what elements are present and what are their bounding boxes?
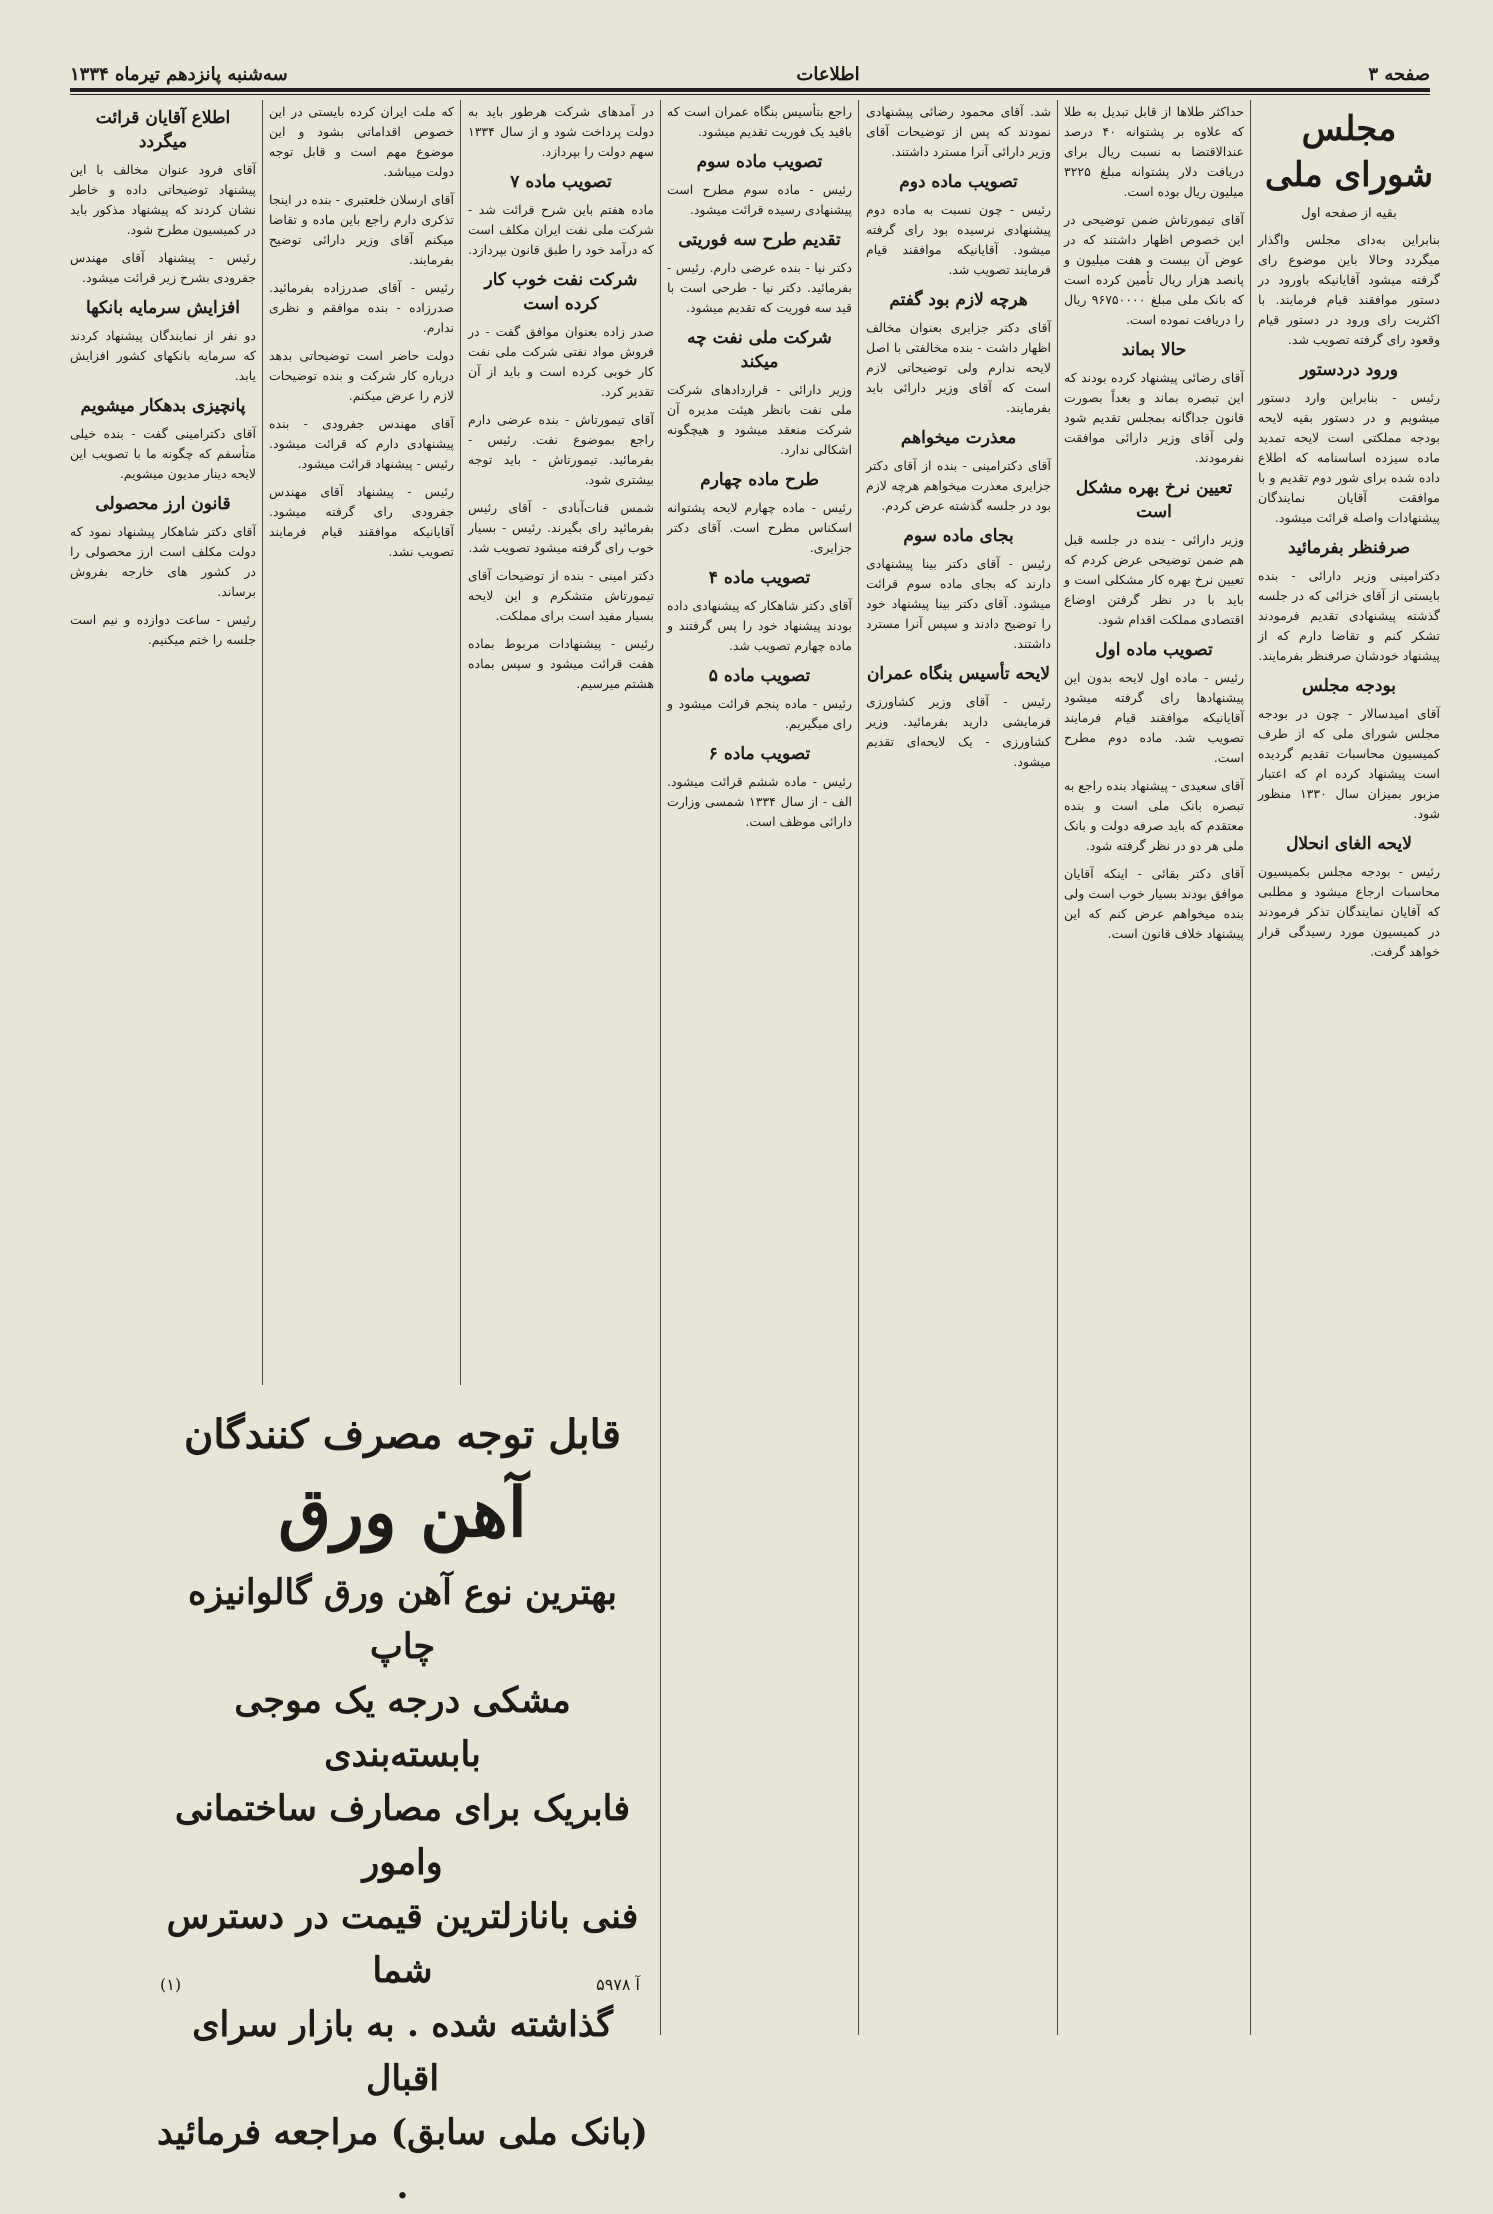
article-paragraph: آقای سعیدی - پیشنهاد بنده راجع به تبصره بانک ملی است و بنده معتقدم که باید صرفه دولت و بانک ملی هر دو در نظر گرفته شود.	[1064, 778, 1244, 853]
article-paragraph: آقای دکتر شاهکار که پیشنهادی داده بودند پیشنهاد خود را پس گرفتند و ماده چهارم تصویب شد.	[667, 598, 852, 653]
column-1	[1258, 102, 1440, 2032]
ad-product: آهن ورق	[278, 1473, 527, 1553]
masthead-rule	[70, 88, 1430, 92]
article-paragraph: آقای امیدسالار - چون در بودجه مجلس شورای ملی که از طرف کمیسیون محاسبات تقدیم گردیده است پیشنهاد کرده ام که اعتبار مزبور بمیزان سال ۱۳۳۰ منظور شود.	[1258, 706, 1440, 821]
paper-name: اطلاعات	[796, 63, 860, 85]
column-7	[70, 102, 256, 1382]
article-paragraph: آقای دکترامینی گفت - بنده خیلی متأسفم که چگونه ما با تصویب این لایحه دینار مدیون میشویم.	[70, 426, 256, 481]
article-paragraph: رئیس - ماده ششم قرائت میشود. الف - از سال ۱۳۳۴ شمسی وزارت دارائی موظف است.	[667, 774, 852, 829]
column-5	[468, 102, 654, 1382]
article-paragraph: دکترامینی وزیر دارائی - بنده بایستی از آقای خزائی که در جلسه گذشته پیشنهادی تقدیم فرمودند تشکر کنم و تقاضا دارم که از پیشنهاد خودشان صرفنظر بفرمایند.	[1258, 568, 1440, 663]
section-heading: بودجه مجلس	[1301, 676, 1396, 696]
column-3	[866, 102, 1051, 2032]
section-heading: لایحه الغای انحلال	[1286, 834, 1412, 854]
article-paragraph: رئیس - ساعت دوازده و نیم است جلسه را ختم میکنیم.	[70, 612, 256, 647]
main-headline: مجلس شورای ملی	[1264, 109, 1434, 195]
masthead-rule-thin	[70, 94, 1430, 95]
article-paragraph: رئیس - بودجه مجلس بکمیسیون محاسبات ارجاع میشود و مطلبی که آقایان نمایندگان تذکر فرمودند در کمیسیون مورد رسیدگی قرار خواهد گرفت.	[1258, 864, 1440, 959]
article-paragraph: آقای فرود عنوان مخالف با این پیشنهاد توضیحاتی داده و خاطر نشان کردند که پیشنهاد مذکور باید در کمیسیون مطرح شود.	[70, 162, 256, 237]
section-heading: قانون ارز محصولی	[95, 494, 231, 514]
section-heading: تصویب ماده ۶	[708, 744, 811, 764]
article-paragraph: آقای مهندس جفرودی - بنده پیشنهادی دارم که قرائت میشود. رئیس - پیشنهاد قرائت میشود.	[269, 416, 454, 471]
article-paragraph: که ملت ایران کرده بایستی در این خصوص اقداماتی بشود و این موضوع مهم است و قابل توجه دولت میباشد.	[269, 104, 454, 179]
section-heading: تصویب ماده ۵	[708, 666, 811, 686]
article-paragraph: آقای دکتر بقائی - اینکه آقایان موافق بودند بسیار خوب است ولی بنده میخواهم عرض کنم که این پیشنهاد خلاف قانون است.	[1064, 866, 1244, 941]
article-paragraph: دو نفر از نمایندگان پیشنهاد کردند که سرمایه بانکهای کشور افزایش یابد.	[70, 328, 256, 383]
section-heading: معذرت میخواهم	[900, 428, 1017, 448]
article-paragraph: دکتر نیا - بنده عرضی دارم. رئیس - بفرمائید. دکتر نیا - طرحی است با قید سه فوریت که تقدیم میشود.	[667, 260, 852, 315]
article-paragraph: شد. آقای محمود رضائی پیشنهادی نمودند که پس از توضیحات آقای وزیر دارائی آنرا مسترد داشتند.	[866, 104, 1051, 159]
ad-line: بهترین نوع آهن ورق گالوانیزه چاپ	[187, 1572, 618, 1667]
ad-line: گذاشته شده . به بازار سرای اقبال	[192, 2004, 613, 2099]
article-paragraph: وزیر دارائی - بنده در جلسه قبل هم ضمن توضیحی عرض کردم که تعیین نرخ بهره کار مشکلی است و باید با در نظر گرفتن اوضاع اقتصادی مملکت اقدام شود.	[1064, 532, 1244, 627]
section-heading: تصویب ماده ۷	[510, 172, 612, 192]
column-divider	[858, 100, 859, 2035]
column-divider	[460, 100, 461, 1385]
ad-code: آ ۵۹۷۸	[596, 1975, 640, 1994]
section-heading: تصویب ماده سوم	[696, 152, 823, 172]
section-heading: شرکت ملی نفت چه میکند	[687, 328, 832, 372]
section-heading: تقدیم طرح سه فوریتی	[678, 230, 841, 250]
section-heading: شرکت نفت خوب کار کرده است	[484, 270, 638, 314]
ad-reference	[160, 1975, 640, 1994]
article-paragraph: آقای تیمورتاش - بنده عرضی دارم راجع بموضوع نفت. رئیس - بفرمائید. تیمورتاش - باید توجه بیشتری شود.	[468, 412, 654, 487]
advertisement	[150, 1402, 655, 2207]
article-paragraph: راجع بتأسیس بنگاه عمران است که باقید یک فوریت تقدیم میشود.	[667, 104, 852, 139]
column-divider	[660, 100, 661, 2035]
column-4	[667, 102, 852, 2032]
masthead	[70, 62, 1430, 86]
section-heading: لایحه تأسیس بنگاه عمران	[866, 664, 1051, 684]
article-paragraph: آقای رضائی پیشنهاد کرده بودند که این تبصره بماند و بعداً بصورت قانون جداگانه بمجلس تقدیم شود ولی آقای وزیر دارائی موافقت نفرمودند.	[1064, 370, 1244, 465]
article-paragraph: ماده هفتم باین شرح قرائت شد - شرکت ملی نفت ایران مکلف است که درآمد خود را طبق قانون بپردازد.	[468, 202, 654, 257]
article-paragraph: رئیس - چون نسبت به ماده دوم پیشنهادی نرسیده بود رای گرفته میشود. آقایانیکه موافقند قیام فرمایند تصویب شد.	[866, 202, 1051, 277]
article-paragraph: رئیس - ماده اول لایحه بدون این پیشنهادها رای گرفته میشود آقایانیکه موافقند قیام فرمایند تصویب شد. ماده دوم مطرح است.	[1064, 670, 1244, 765]
article-paragraph: آقای دکترامینی - بنده از آقای دکتر جزایری معذرت میخواهم هرچه لازم بود در جلسه گذشته عرض کردم.	[866, 458, 1051, 513]
section-heading: بجای ماده سوم	[903, 526, 1014, 546]
continued-label: بقیه از صفحه اول	[1301, 206, 1397, 221]
ad-line: فنی بانازلترین قیمت در دسترس شما	[166, 1896, 639, 1991]
section-heading: تصویب ماده اول	[1095, 640, 1213, 660]
section-heading: هرچه لازم بود گفتم	[889, 290, 1028, 310]
ad-line: (بانک ملی سابق) مراجعه فرمائید .	[157, 2112, 648, 2207]
article-paragraph: آقای دکتر جزایری بعنوان مخالف اظهار داشت - بنده مخالفتی با اصل لایحه ندارم ولی توضیحاتی لازم است که آقای وزیر دارائی باید بفرمایند.	[866, 320, 1051, 415]
article-paragraph: رئیس - پیشنهاد آقای مهندس جفرودی رای گرفته میشود. آقایانیکه موافقند قیام فرمایند تصویب نشد.	[269, 484, 454, 559]
ad-line: فابریک برای مصارف ساختمانی وامور	[174, 1788, 631, 1883]
article-paragraph: آقای ارسلان خلعتبری - بنده در اینجا تذکری دارم راجع باین ماده و تقاضا میکنم آقای وزیر دارائی توضیح بفرمایند.	[269, 192, 454, 267]
article-paragraph: رئیس - ماده سوم مطرح است پیشنهادی رسیده قرائت میشود.	[667, 182, 852, 217]
section-heading: ورود دردستور	[1300, 360, 1398, 380]
article-paragraph: رئیس - پیشنهاد آقای مهندس جفرودی بشرح زیر قرائت میشود.	[70, 250, 256, 285]
article-paragraph: رئیس - ماده پنجم قرائت میشود و رای میگیریم.	[667, 696, 852, 731]
ad-title: قابل توجه مصرف کنندگان	[184, 1411, 621, 1458]
article-paragraph: بنابراین به‌دای مجلس واگذار میگردد وحالا باین موضوع رای گرفته میشود آقایانیکه باورود در دستور موافقند قیام فرمایند. با اکثریت رای ورود در دستور قیام وقعود رای گرفته تصویب شد.	[1258, 232, 1440, 347]
article-paragraph: آقای دکتر شاهکار پیشنهاد نمود که دولت مکلف است ارز محصولی را در کشور های خارجه بفروش برساند.	[70, 524, 256, 599]
ad-number: (۱)	[160, 1975, 182, 1994]
column-2	[1064, 102, 1244, 2032]
section-heading: تصویب ماده دوم	[899, 172, 1018, 192]
section-heading: پانچیزی بدهکار میشویم	[80, 396, 246, 416]
issue-date: سه‌شنبه پانزدهم تیرماه ۱۳۳۴	[70, 63, 288, 85]
section-heading: افزایش سرمایه بانکها	[86, 298, 240, 318]
column-divider	[1250, 100, 1251, 2035]
article-paragraph: در آمدهای شرکت هرطور باید به دولت پرداخت شود و از سال ۱۳۳۴ سهم دولت را بپردازد.	[468, 104, 654, 159]
article-paragraph: صدر زاده بعنوان موافق گفت - در فروش مواد نفتی شرکت ملی نفت کار خوبی کرده است و باید از آن تقدیر کرد.	[468, 324, 654, 399]
section-heading: حالا بماند	[1121, 340, 1187, 360]
section-heading: اطلاع آقایان قرائت میگردد	[95, 108, 231, 152]
section-heading: تعیین نرخ بهره مشکل است	[1075, 478, 1233, 522]
section-heading: تصویب ماده ۴	[708, 568, 811, 588]
article-paragraph: دکتر امینی - بنده از توضیحات آقای تیمورتاش متشکرم و این لایحه بسیار مفید است برای مملکت.	[468, 568, 654, 623]
article-paragraph: شمس قنات‌آبادی - آقای رئیس بفرمائید رای بگیرند. رئیس - بسیار خوب رای گرفته میشود تصویب شد.	[468, 500, 654, 555]
ad-line: مشکی درجه یک موجی بابسته‌بندی	[234, 1680, 571, 1775]
column-divider	[1057, 100, 1058, 2035]
column-divider	[262, 100, 263, 1385]
article-paragraph: رئیس - آقای دکتر بینا پیشنهادی دارند که بجای ماده سوم قرائت میشود. آقای دکتر بینا پیشنهاد خود را توضیح دادند و سپس آنرا مسترد داشتند.	[866, 556, 1051, 651]
page-number: صفحه ۳	[1368, 63, 1430, 85]
column-6	[269, 102, 454, 1382]
article-paragraph: رئیس - پیشنهادات مربوط بماده هفت قرائت میشود و سپس بماده هشتم میرسیم.	[468, 636, 654, 691]
article-paragraph: آقای تیمورتاش ضمن توضیحی در این خصوص اظهار داشتند که در عوض آن بیست و هفت میلیون و پانصد هزار ریال تأمین کرده است که بانک ملی مبلغ ۹۶۷۵۰۰۰۰ ریال را دریافت نموده است.	[1064, 212, 1244, 327]
article-paragraph: وزیر دارائی - قراردادهای شرکت ملی نفت بانظر هیئت مدیره آن شرکت منعقد میشود و هیچگونه اشکالی ندارد.	[667, 382, 852, 457]
article-paragraph: رئیس - بنابراین وارد دستور میشویم و در دستور بقیه لایحه بودجه مملکتی است لایحه تمدید ماده سیزده اساسنامه که اطلاع داده شده برای شور دوم تقدیم و با موافقت آقایان نمایندگان پیشنهادات واصله قرائت میشود.	[1258, 390, 1440, 525]
article-paragraph: دولت حاضر است توضیحاتی بدهد درباره کار شرکت و بنده توضیحات لازم را عرض میکنم.	[269, 348, 454, 403]
section-heading: صرفنظر بفرمائید	[1287, 538, 1411, 558]
article-paragraph: رئیس - ماده چهارم لایحه پشتوانه اسکناس مطرح است. آقای دکتر جزایری.	[667, 500, 852, 555]
section-heading: طرح ماده چهارم	[700, 470, 819, 490]
article-paragraph: رئیس - آقای وزیر کشاورزی فرمایشی دارید بفرمائید. وزیر کشاورزی - یک لایحه‌ای تقدیم میشود.	[866, 694, 1051, 769]
article-paragraph: حداکثر طلاها از قابل تبدیل به طلا که علاوه بر پشتوانه ۴۰ درصد عندالاقتضا به نسبت ریال برای دریافت دلار پشتوانه مبلغ ۳۲۲۵ میلیون ریال بوده است.	[1064, 104, 1244, 199]
article-paragraph: رئیس - آقای صدرزاده بفرمائید. صدرزاده - بنده موافقم و نظری ندارم.	[269, 280, 454, 335]
